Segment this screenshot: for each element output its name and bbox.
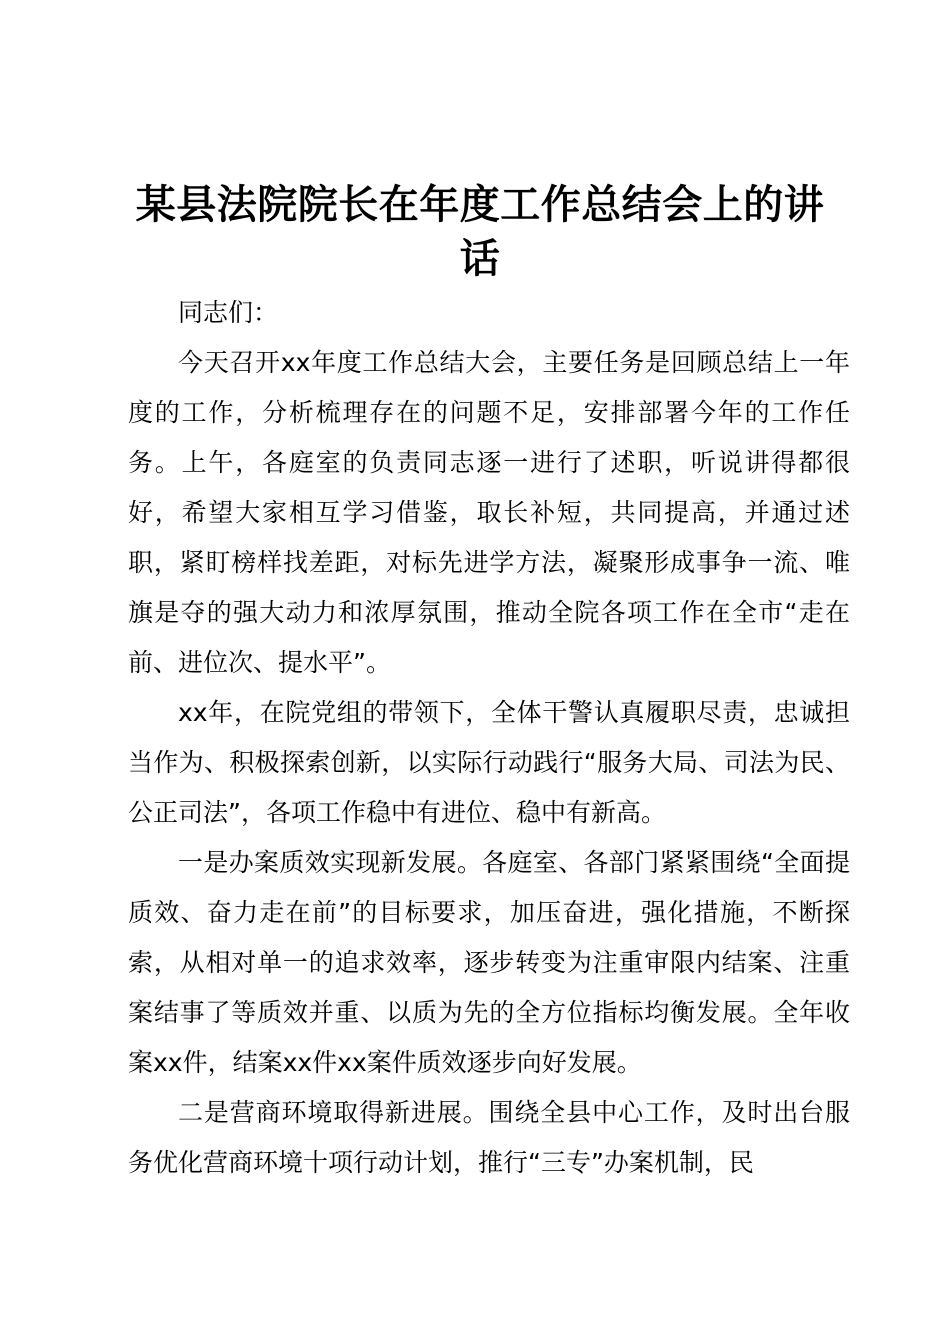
case-efficiency-paragraph: 一是办案质效实现新发展。各庭室、各部门紧紧围绕“全面提质效、奋力走在前”的目标要求，加压奋进，强化措施，不断探索，从相对单一的追求效率，逐步转变为注重审限内结案、注重案结事了等质效并重、以质为先的全方位指标均衡发展。全年收案xx件，结案xx件xx案件质效逐步向好发展。 [128, 848, 850, 1077]
business-environment-paragraph: 二是营商环境取得新进展。围绕全县中心工作，及时出台服务优化营商环境十项行动计划，推行“三专”办案机制，民 [128, 1098, 850, 1177]
document-body [128, 288, 850, 1188]
document-title: 某县法院院长在年度工作总结会上的讲话 [135, 181, 825, 282]
salutation-paragraph: 同志们： [178, 298, 279, 327]
intro-paragraph: 今天召开xx年度工作总结大会，主要任务是回顾总结上一年度的工作，分析梳理存在的问题不足，安排部署今年的工作任务。上午，各庭室的负责同志逐一进行了述职，听说讲得都很好，希望大家相互学习借鉴，取长补短，共同提高，并通过述职，紧盯榜样找差距，对标先进学方法，凝聚形成事争一流、唯旗是夺的强大动力和浓厚氛围，推动全院各项工作在全市“走在前、进位次、提水平”。 [128, 348, 850, 677]
summary-paragraph: xx年，在院党组的带领下，全体干警认真履职尽责，忠诚担当作为、积极探索创新，以实际行动践行“服务大局、司法为民、公正司法”，各项工作稳中有进位、稳中有新高。 [128, 698, 850, 827]
